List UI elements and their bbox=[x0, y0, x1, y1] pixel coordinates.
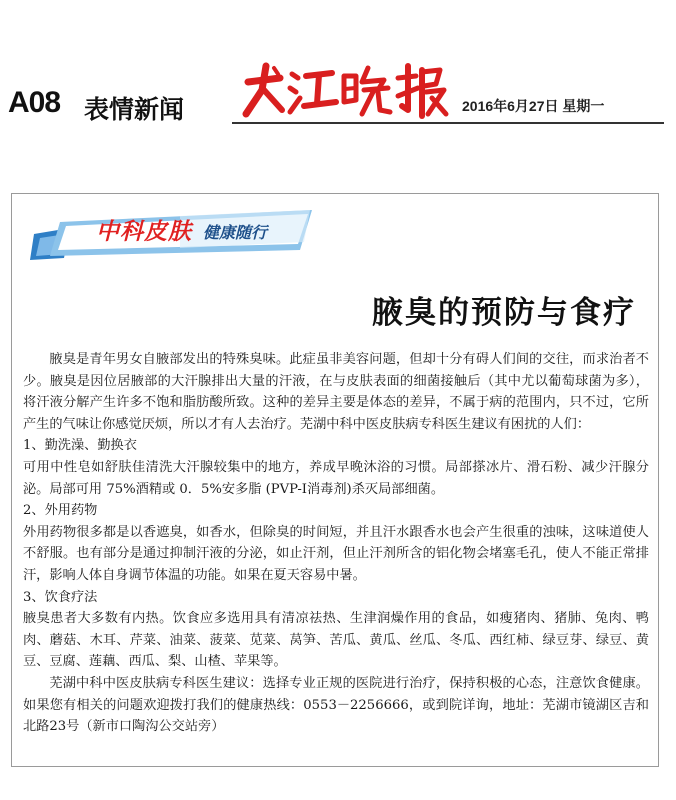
column-banner bbox=[30, 204, 315, 260]
masthead-calligraphy bbox=[232, 60, 452, 124]
masthead-logo bbox=[232, 60, 452, 124]
article-title: 腋臭的预防与食疗 bbox=[372, 295, 636, 331]
article-box bbox=[11, 193, 659, 767]
paragraph-advice: 芜湖中科中医皮肤病专科医生建议：选择专业正规的医院进行治疗，保持积极的心态，注意饮食健康。如果您有相关的问题欢迎拨打我们的健康热线：0553－2256666，或到院详询，地址：芜湖市镜湖区吉和北路23号（新市口陶沟公交站旁） bbox=[23, 675, 649, 735]
article-body bbox=[23, 349, 649, 738]
heading-diet: 3、饮食疗法 bbox=[23, 589, 98, 605]
paragraph-intro: 腋臭是青年男女自腋部发出的特殊臭味。此症虽非美容问题，但却十分有碍人们间的交往，而求治者不少。腋臭是因位居腋部的大汗腺排出大量的汗液，在与皮肤表面的细菌接触后（其中尤以葡萄球菌为多），将汗液分解产生许多不饱和脂肪酸所致。这种的差异主要是体态的差异，不属于病的范围内，只不过，它所产生的气味让你感觉厌烦，所以才有人去治疗。芜湖中科中医皮肤病专科医生建议有困扰的人们： bbox=[23, 352, 649, 432]
paragraph-diet: 腋臭患者大多数有内热。饮食应多选用具有清凉祛热、生津润燥作用的食品，如瘦猪肉、猪肺、兔肉、鸭肉、蘑菇、木耳、芹菜、油菜、菠菜、苋菜、莴笋、苦瓜、黄瓜、丝瓜、冬瓜、西红柿、绿豆芽、绿豆、黄豆、豆腐、莲藕、西瓜、梨、山楂、苹果等。 bbox=[23, 611, 649, 670]
page-number: A08 bbox=[8, 86, 61, 119]
heading-topical: 2、外用药物 bbox=[23, 503, 98, 519]
paragraph-topical: 外用药物很多都是以香遮臭，如香水，但除臭的时间短，并且汗水跟香水也会产生很重的浊味，这味道使人不舒服。也有部分是通过抑制汗液的分泌，如止汗剂，但止汗剂所含的铝化物会堵塞毛孔，使人不能正常排汗，影响人体自身调节体温的功能。如果在夏天容易中暑。 bbox=[23, 524, 649, 583]
paragraph-wash: 可用中性皂如舒肤佳清洗大汗腺较集中的地方，养成早晚沐浴的习惯。局部搽冰片、滑石粉、减少汗腺分泌。局部可用 75%酒精或 0．5%安多脂 (PVP-I消毒剂)杀灭局部细菌。 bbox=[23, 459, 649, 497]
header-rule bbox=[232, 122, 664, 124]
heading-wash: 1、勤洗澡、勤换衣 bbox=[23, 438, 137, 454]
banner-slogan-text: 健康随行 bbox=[203, 223, 268, 242]
banner-brand-text: 中科皮肤 bbox=[96, 219, 192, 245]
publication-date: 2016年6月27日 星期一 bbox=[462, 98, 605, 114]
section-name: 表情新闻 bbox=[84, 95, 185, 124]
